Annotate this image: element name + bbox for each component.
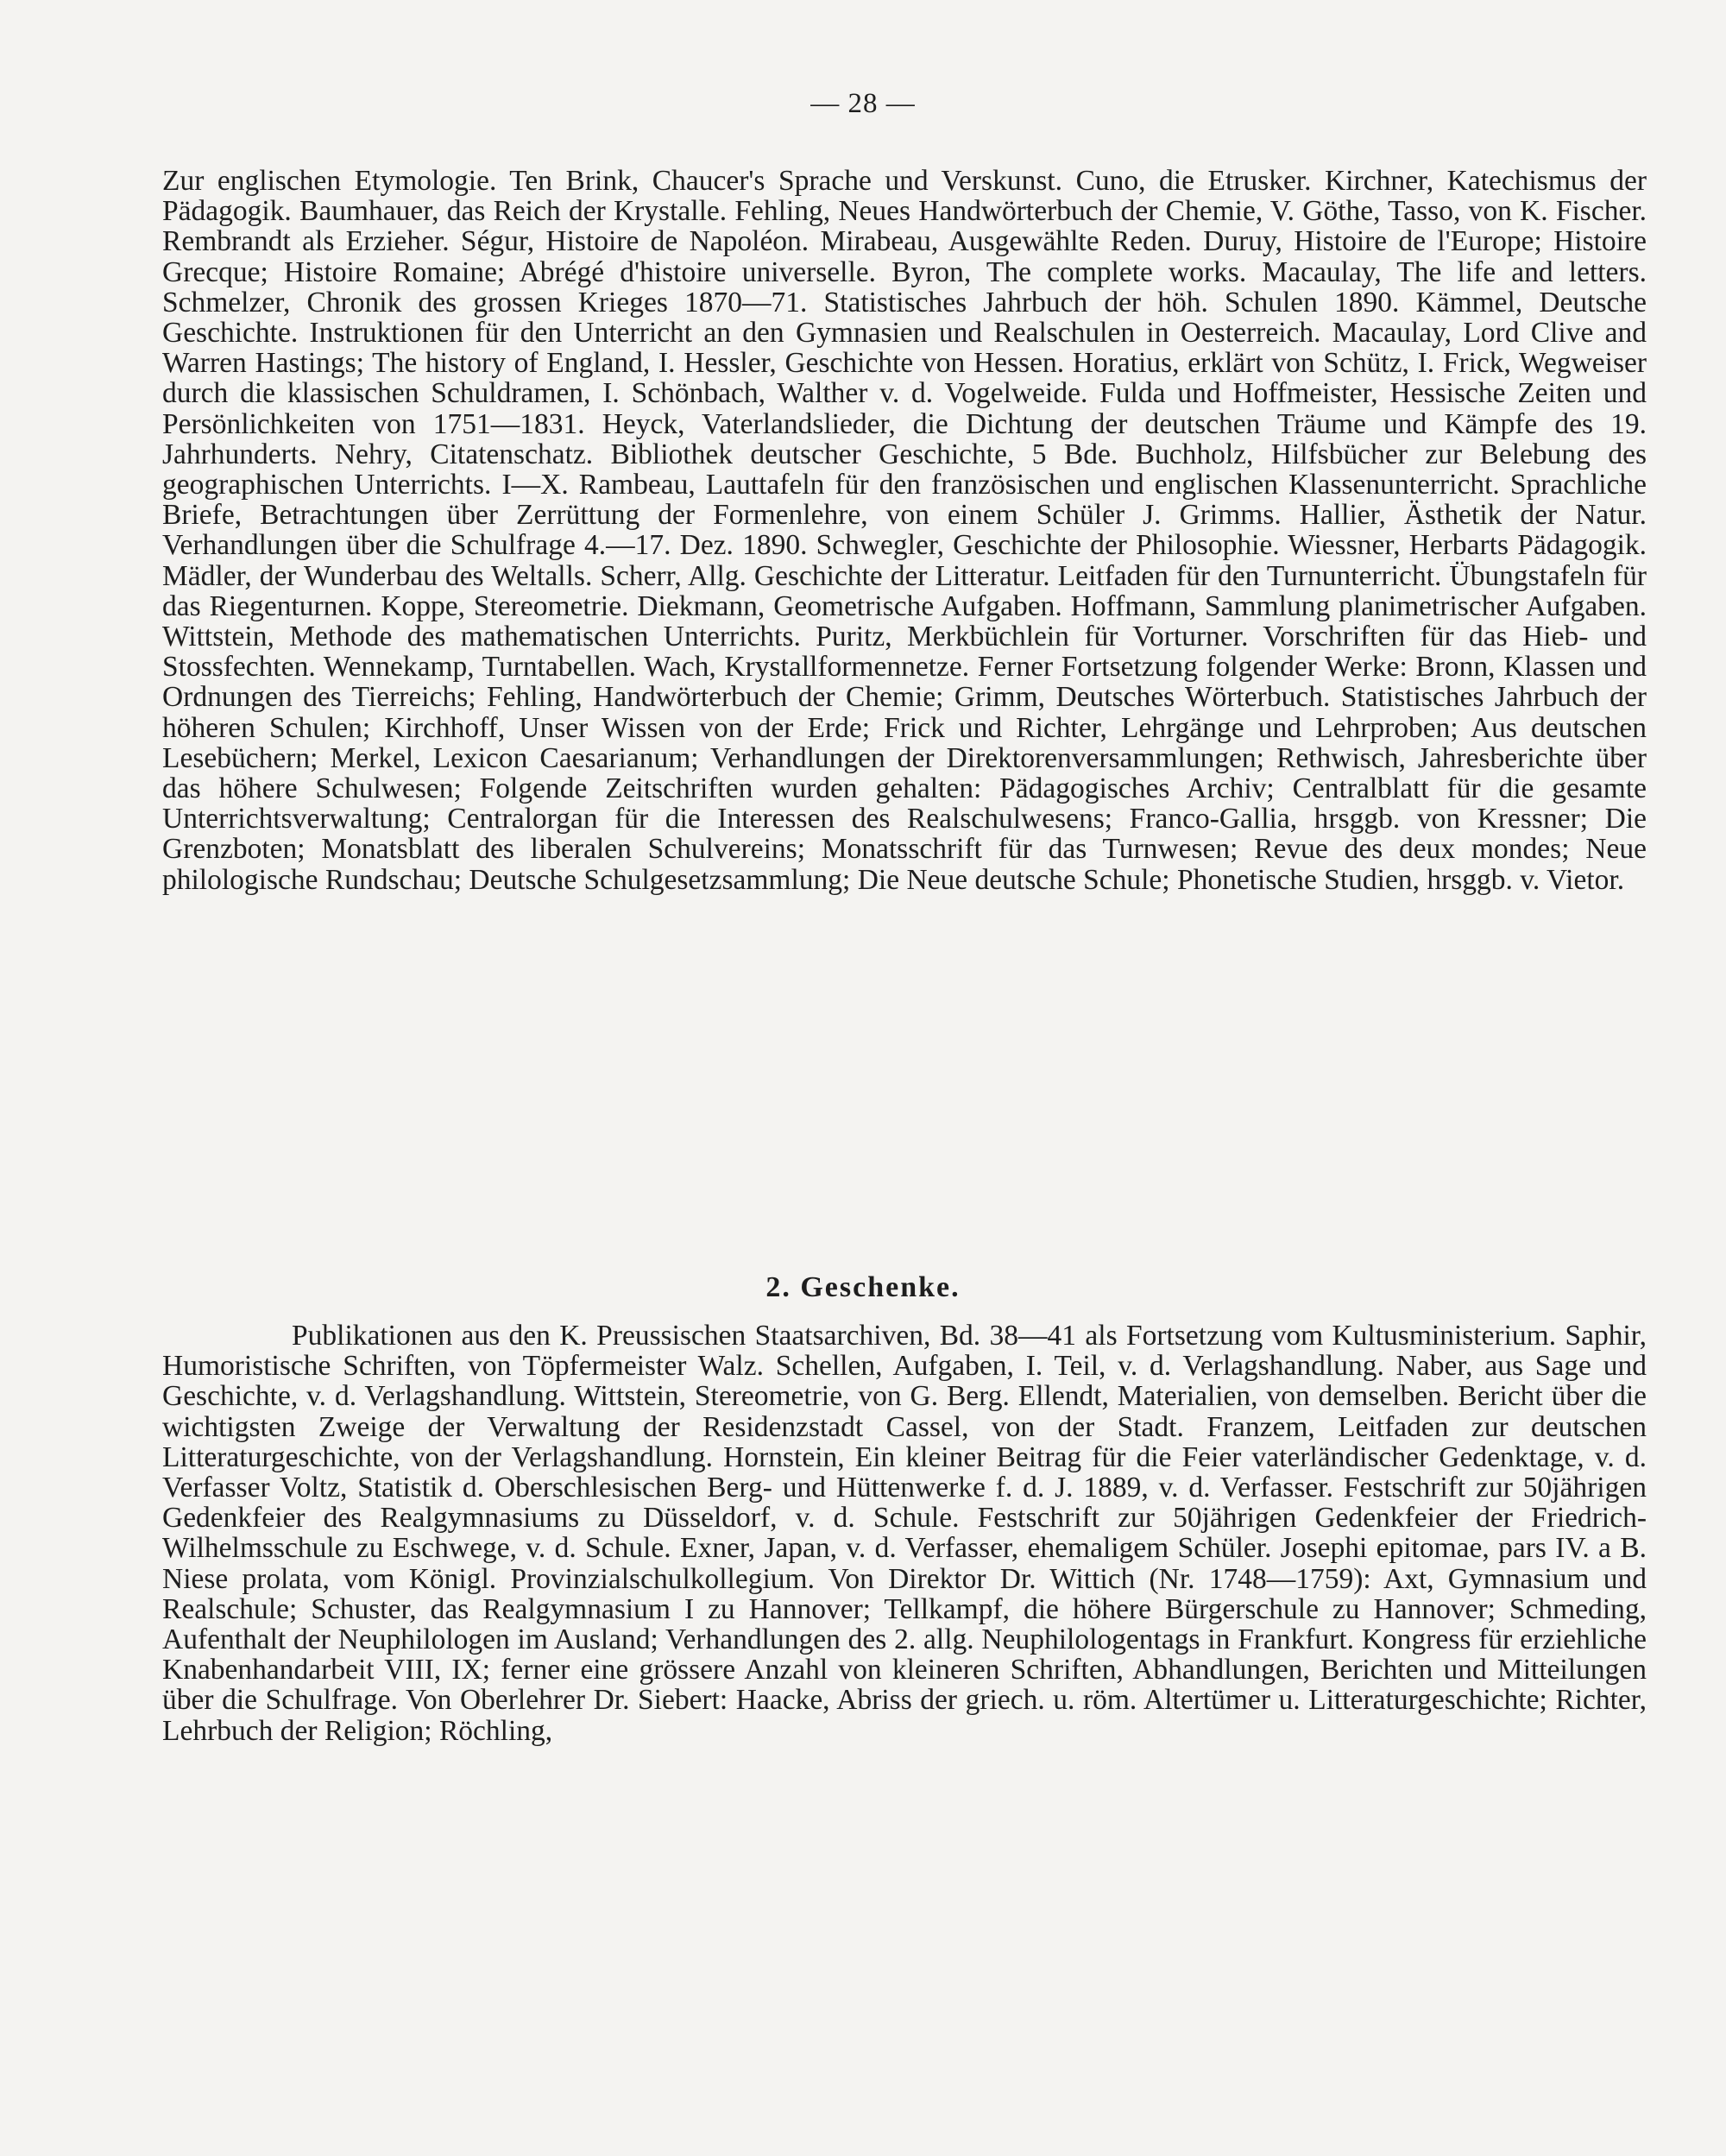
section-heading: 2. Geschenke.: [765, 1271, 961, 1303]
book-list-paragraph: Zur englischen Etymologie. Ten Brink, Chaucer's Sprache und Verskunst. Cuno, die Etrusker. Kirchner, Katechismus der Pädagogik. Baumhauer, das Reich der Krystalle. Fehling, Neues Handwörterbuch der Chemie, V. Göthe, Tasso, von K. Fischer. Rembrandt als Erzieher. Ségur, Histoire de Napoléon. Mirabeau, Ausgewählte Reden. Duruy, Histoire de l'Europe; Histoire Grecque; Histoire Romaine; Abrégé d'histoire universelle. Byron, The complete works. Macaulay, The life and letters. Schmelzer, Chronik des grossen Krieges 1870—71. Statistisches Jahrbuch der höh. Schulen 1890. Kämmel, Deutsche Geschichte. Instruktionen für den Unterricht an den Gymnasien und Realschulen in Oesterreich. Macaulay, Lord Clive and Warren Hastings; The history of England, I. Hessler, Geschichte von Hessen. Horatius, erklärt von Schütz, I. Frick, Wegweiser durch die klassischen Schuldramen, I. Schönbach, Walther v. d. Vogelweide. Fulda und Hoffmeister, Hessische Zeiten und Persönlichkeiten von 1751—1831. Heyck, Vaterlandslieder, die Dichtung der deutschen Träume und Kämpfe des 19. Jahrhunderts. Nehry, Citatenschatz. Bibliothek deutscher Geschichte, 5 Bde. Buchholz, Hilfsbücher zur Belebung des geographischen Unterrichts. I—X. Rambeau, Lauttafeln für den französischen und englischen Klassenunterricht. Sprachliche Briefe, Betrachtungen über Zerrüttung der Formenlehre, von einem Schüler J. Grimms. Hallier, Ästhetik der Natur. Verhandlungen über die Schulfrage 4.—17. Dez. 1890. Schwegler, Geschichte der Philosophie. Wiessner, Herbarts Pädagogik. Mädler, der Wunderbau des Weltalls. Scherr, Allg. Geschichte der Litteratur. Leitfaden für den Turnunterricht. Übungstafeln für das Riegenturnen. Koppe, Stereometrie. Diekmann, Geometrische Aufgaben. Hoffmann, Sammlung planimetrischer Aufgaben. Wittstein, Methode des mathematischen Unterrichts. Puritz, Merkbüchlein für Vorturner. Vorschriften für das Hieb- und Stossfechten. Wennekamp, Turntabellen. Wach, Krystallformennetze. Ferner Fortsetzung folgender Werke: Bronn, Klassen und Ordnungen des Tierreichs; Fehling, Handwörterbuch der Chemie; Grimm, Deutsches Wörterbuch. Statistisches Jahrbuch der höheren Schulen; Kirchhoff, Unser Wissen von der Erde; Frick und Richter, Lehrgänge und Lehrproben; Aus deutschen Lesebüchern; Merkel, Lexicon Caesarianum; Verhandlungen der Direktorenversammlungen; Rethwisch, Jahresberichte über das höhere Schulwesen; Folgende Zeitschriften wurden gehalten: Pädagogisches Archiv; Centralblatt für die gesamte Unterrichtsverwaltung; Centralorgan für die Interessen des Realschulwesens; Franco-Gallia, hrsggb. von Kressner; Die Grenzboten; Monatsblatt des liberalen Schulvereins; Monatsschrift für das Turnwesen; Revue des deux mondes; Neue philologische Rundschau; Deutsche Schulgesetzsammlung; Die Neue deutsche Schule; Phonetische Studien, hrsggb. v. Vietor.: [162, 165, 1647, 896]
gifts-paragraph: Publikationen aus den K. Preussischen Staatsarchiven, Bd. 38—41 als Fortsetzung vom Kultusministerium. Saphir, Humoristische Schriften, von Töpfermeister Walz. Schellen, Aufgaben, I. Teil, v. d. Verlagshandlung. Naber, aus Sage und Geschichte, v. d. Verlagshandlung. Wittstein, Stereometrie, von G. Berg. Ellendt, Materialien, von demselben. Bericht über die wichtigsten Zweige der Verwaltung der Residenzstadt Cassel, von der Stadt. Franzem, Leitfaden zur deutschen Litteraturgeschichte, von der Verlagshandlung. Hornstein, Ein kleiner Beitrag für die Feier vaterländischer Gedenktage, v. d. Verfasser Voltz, Statistik d. Oberschlesischen Berg- und Hüttenwerke f. d. J. 1889, v. d. Verfasser. Festschrift zur 50jährigen Gedenkfeier des Realgymnasiums zu Düsseldorf, v. d. Schule. Festschrift zur 50jährigen Gedenkfeier der Friedrich-Wilhelmsschule zu Eschwege, v. d. Schule. Exner, Japan, v. d. Verfasser, ehemaligem Schüler. Josephi epitomae, pars IV. a B. Niese prolata, vom Königl. Provinzialschulkollegium. Von Direktor Dr. Wittich (Nr. 1748—1759): Axt, Gymnasium und Realschule; Schuster, das Realgymnasium I zu Hannover; Tellkampf, die höhere Bürgerschule zu Hannover; Schmeding, Aufenthalt der Neuphilologen im Ausland; Verhandlungen des 2. allg. Neuphilologentags in Frankfurt. Kongress für erziehliche Knabenhandarbeit VIII, IX; ferner eine grössere Anzahl von kleineren Schriften, Abhandlungen, Berichten und Mitteilungen über die Schulfrage. Von Oberlehrer Dr. Siebert: Haacke, Abriss der griech. u. röm. Altertümer u. Litteraturgeschichte; Richter, Lehrbuch der Religion; Röchling,: [162, 1320, 1647, 1747]
page-number: — 28 —: [810, 88, 916, 119]
